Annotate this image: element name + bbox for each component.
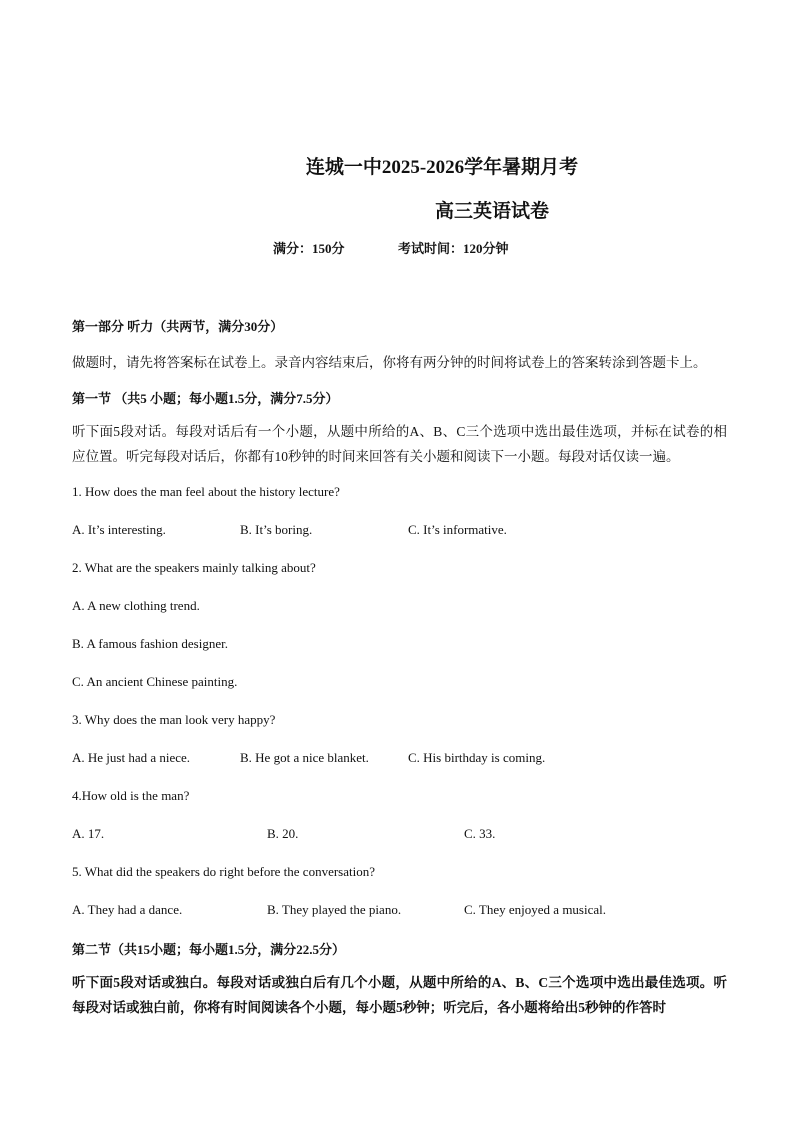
part1-heading: 第一部分 听力（共两节，满分30分） (72, 319, 284, 334)
question-1-option-a: A. It’s interesting. (72, 522, 166, 537)
part1-instruction: 做题时，请先将答案标在试卷上。录音内容结束后，你将有两分钟的时间将试卷上的答案转涂到答题卡上。 (72, 355, 707, 370)
question-5-option-b: B. They played the piano. (267, 902, 402, 917)
question-1-stem: 1. How does the man feel about the history lecture? (72, 484, 340, 499)
full-score: 满分：150分 (273, 241, 345, 256)
question-4-stem: 4.How old is the man? (72, 788, 190, 803)
question-3-option-c: C. His birthday is coming. (408, 750, 546, 765)
question-2-stem: 2. What are the speakers mainly talking about? (72, 560, 316, 575)
question-5-stem: 5. What did the speakers do right before the conversation? (72, 864, 375, 879)
section2-heading: 第二节（共15小题；每小题1.5分，满分22.5分） (72, 942, 346, 957)
exam-time: 考试时间：120分钟 (398, 241, 509, 256)
question-4-option-b: B. 20. (267, 826, 299, 841)
section2-instruction: 听下面5段对话或独白。每段对话或独白后有几个小题，从题中所给的A、B、C三个选项中选出最佳选项。听每段对话或独白前，你将有时间阅读各个小题，每小题5秒钟；听完后，各小题将给出5秒钟的作答时 (72, 975, 727, 1015)
question-2-option-c: C. An ancient Chinese painting. (72, 674, 238, 689)
question-1-option-c: C. It’s informative. (408, 522, 507, 537)
section1-heading: 第一节 （共5 小题；每小题1.5分，满分7.5分） (72, 391, 339, 406)
section1-instruction: 听下面5段对话。每段对话后有一个小题，从题中所给的A、B、C三个选项中选出最佳选项，并标在试卷的相应位置。听完每段对话后，你都有10秒钟的时间来回答有关小题和阅读下一小题。每段对话仅读一遍。 (72, 424, 727, 464)
exam-subtitle: 高三英语试卷 (434, 201, 549, 222)
question-2-option-a: A. A new clothing trend. (72, 598, 200, 613)
question-4-option-a: A. 17. (72, 826, 105, 841)
question-5-option-c: C. They enjoyed a musical. (464, 902, 607, 917)
question-5-option-a: A. They had a dance. (72, 902, 183, 917)
question-3-option-a: A. He just had a niece. (72, 750, 191, 765)
question-4-option-c: C. 33. (464, 826, 496, 841)
question-1-option-b: B. It’s boring. (240, 522, 313, 537)
question-3-option-b: B. He got a nice blanket. (240, 750, 369, 765)
exam-title: 连城一中2025-2026学年暑期月考 (305, 157, 579, 178)
question-2-option-b: B. A famous fashion designer. (72, 636, 228, 651)
question-3-stem: 3. Why does the man look very happy? (72, 712, 276, 727)
